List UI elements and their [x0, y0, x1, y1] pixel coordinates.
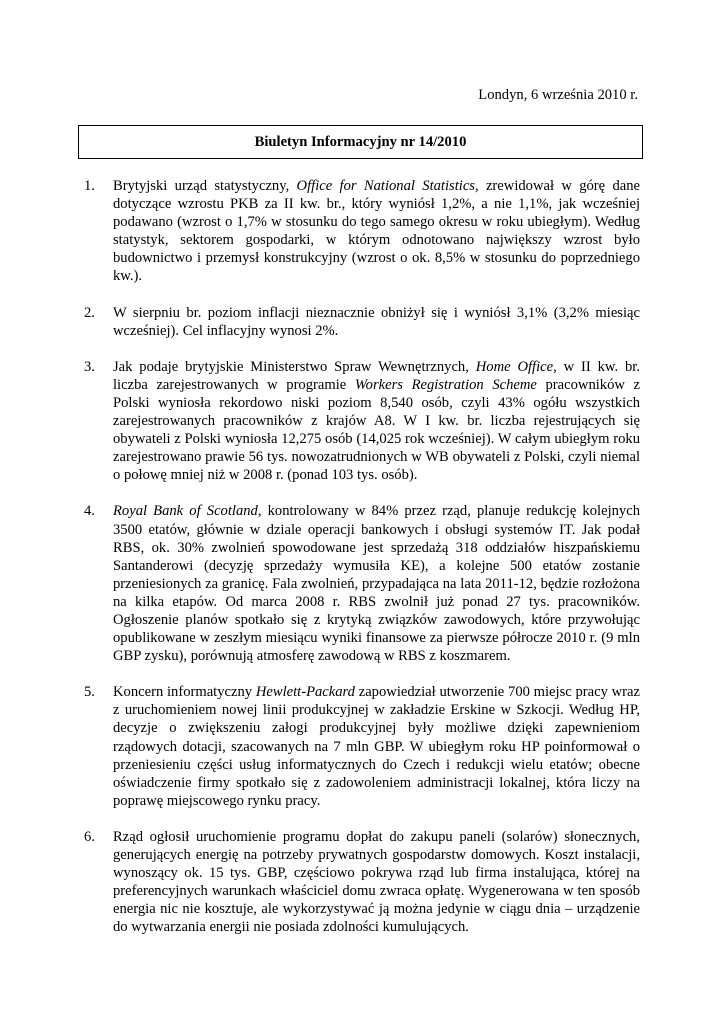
item-text: Brytyjski urząd statystyczny, Office for National Statistics, zrewidował w górę dane dotyczące wzrostu PKB za II kw. br., który wyniósł 1,2%, a nie 1,1%, jak wcześniej podawano (wzrost o 1,7% w stosunku do tego samego okresu w roku ubiegłym). Według statystyk, sektorem gospodarki, w którym odnotowano największy wzrost było budownictwo i przemysł konstrukcyjny (wzrost o ok. 8,5% w stosunku do poprzedniego kw.).	[113, 178, 641, 285]
news-item-4	[84, 502, 640, 665]
news-item-1	[84, 177, 640, 286]
news-item-3	[84, 358, 640, 485]
company-name: Hewlett-Packard	[255, 684, 355, 701]
item-number: 3.	[84, 358, 95, 375]
item-number: 1.	[84, 178, 95, 194]
item-number: 6.	[84, 828, 95, 845]
document-date: Londyn, 6 września 2010 r.	[478, 87, 638, 103]
company-name: Royal Bank of Scotland	[113, 503, 258, 520]
item-number: 5.	[84, 684, 95, 701]
institution-name: Office for National Statistics,	[296, 178, 479, 194]
news-item-6	[84, 828, 640, 937]
item-text: Royal Bank of Scotland, kontrolowany w 84% przez rząd, planuje redukcję kolejnych 3500 etatów, głównie w dziale operacji bankowych i obsługi systemów IT. Jak podał RBS, ok. 30% zwolnień spowodowane jest sprzedażą 318 oddziałów hiszpańskiemu Santanderowi (decyzję sprzedaży wymusiła KE), a kolejne 500 etatów zostanie przeniesionych za granicę. Fala zwolnień, przypadająca na lata 2011-12, będzie rozłożona na kilka etapów. Od marca 2008 r. RBS zwolnił już ponad 27 tys. pracowników. Ogłoszenie planów spotkało się z krytyką związków zawodowych, które przywołując opublikowane w zeszłym miesiącu wyniki finansowe za pierwsze półrocze 2010 r. (9 mln GBP zysku), porównują atmosferę zawodową w RBS z koszmarem.	[113, 503, 640, 665]
news-item-2	[84, 304, 640, 340]
program-name: Workers Registration Scheme	[354, 376, 537, 393]
item-text: Koncern informatyczny Hewlett-Packard zapowiedział utworzenie 700 miejsc pracy wraz z uruchomieniem nowej linii produkcyjnej w zakładzie Erskine w Szkocji. Według HP, decyzje o zwiększeniu załogi produkcyjnej były możliwe dzięki zapewnieniom rządowych dotacji, szacowanych na 7 mln GBP. W ubiegłym roku HP poinformował o przeniesieniu części usług informatycznych do Czech i redukcji wielu etatów; obecne oświadczenie firmy spotkało się z zadowoleniem administracji lokalnej, która liczy na poprawę miejscowego rynku pracy.	[113, 684, 640, 809]
news-list	[84, 177, 640, 954]
item-number: 2.	[84, 304, 95, 321]
item-number: 4.	[84, 503, 95, 520]
bulletin-title: Biuletyn Informacyjny nr 14/2010	[254, 133, 467, 150]
news-item-5	[84, 683, 640, 810]
item-text: Jak podaje brytyjskie Ministerstwo Spraw Wewnętrznych, Home Office, w II kw. br. liczba zarejestrowanych w programie Workers Registration Scheme pracowników z Polski wyniosła rekordowo niski poziom 8,540 osób, czyli 43% ogółu wszystkich zarejestrowanych pracowników z krajów A8. W I kw. br. liczba rejestrujących się obywateli z Polski wyniosła 12,275 osób (14,025 rok wcześniej). W całym ubiegłym roku zarejestrowano prawie 56 tys. nowozatrudnionych w WB obywateli z Polski, czyli niemal o połowę mniej niż w 2008 r. (ponad 103 tys. osób).	[113, 358, 640, 484]
bulletin-title-box	[78, 125, 643, 159]
item-text: W sierpniu br. poziom inflacji nieznacznie obniżył się i wyniósł 3,1% (3,2% miesiąc wcześniej). Cel inflacyjny wynosi 2%.	[113, 304, 640, 339]
institution-name: Home Office	[475, 358, 554, 375]
item-text: Rząd ogłosił uruchomienie programu dopłat do zakupu paneli (solarów) słonecznych, generujących energię na potrzeby prywatnych gospodarstw domowych. Koszt instalacji, wynoszący ok. 15 tys. GBP, częściowo pokrywa rząd lub firma instalująca, której na preferencyjnych warunkach właściciel domu zwraca opłatę. Wygenerowana w ten sposób energia nic nie kosztuje, ale wykorzystywać ją można jedynie w ciągu dnia – urządzenie do wytwarzania energii nie posiada zdolności kumulujących.	[113, 828, 640, 936]
